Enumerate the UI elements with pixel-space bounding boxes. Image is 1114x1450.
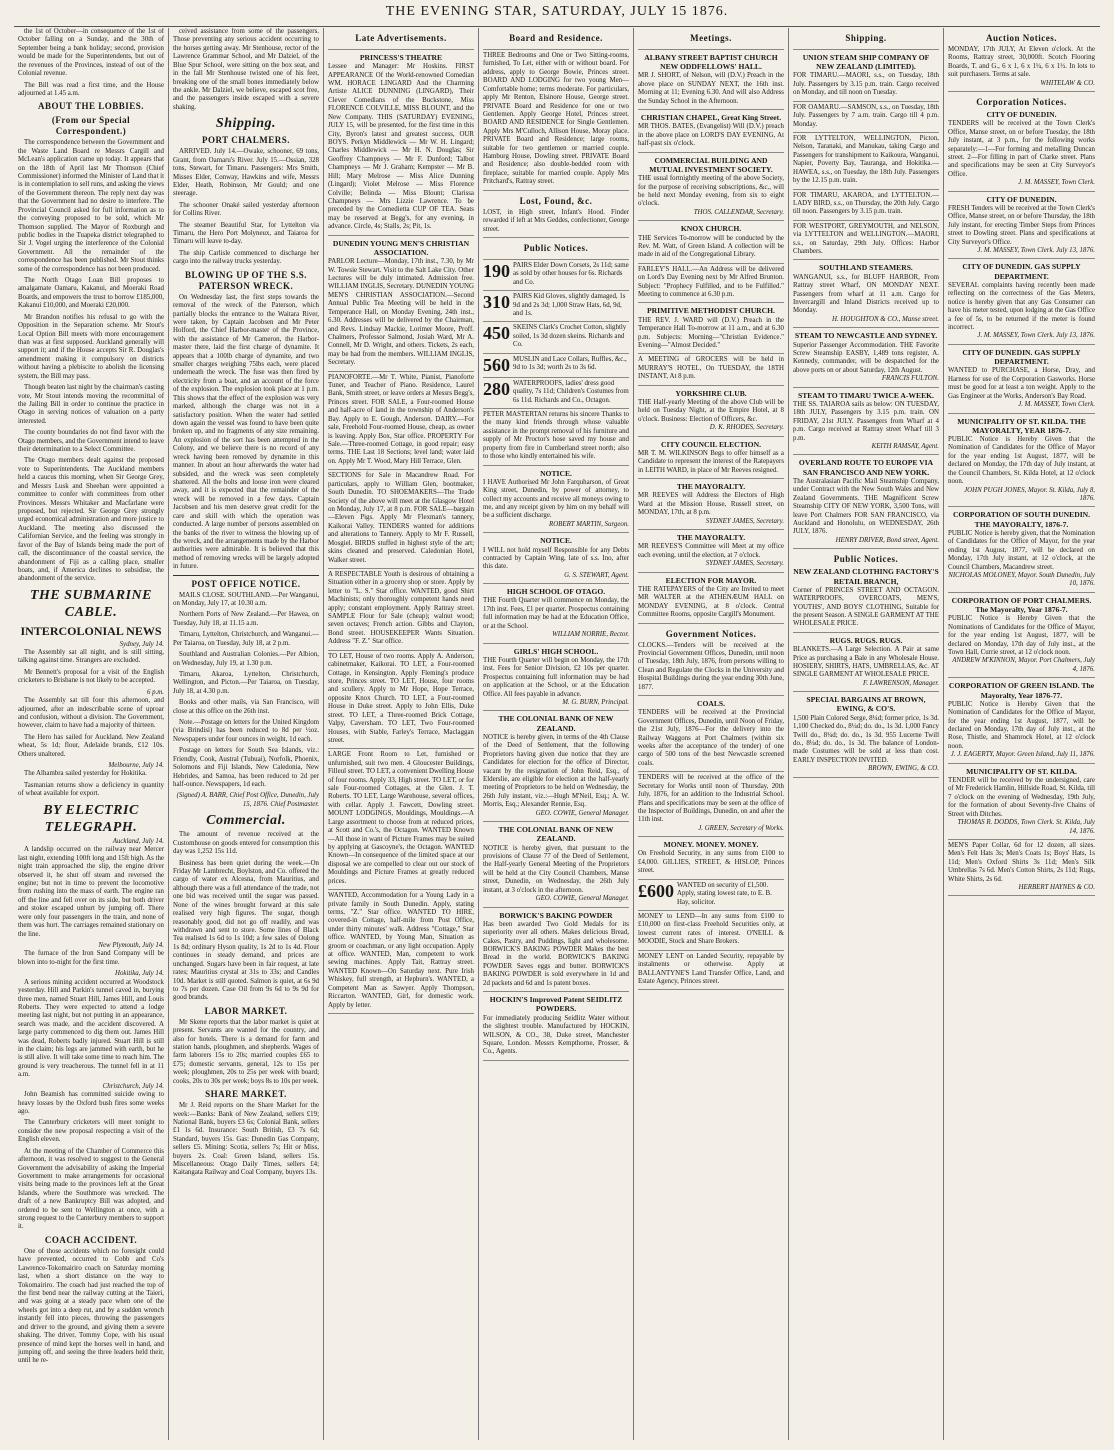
advertisement <box>638 28 784 50</box>
article-paragraph: Business has been quiet during the week.—On Friday Mr Lambrecht, Boylston, and Co. offered the cargo of water ex Alcesna, from Mauritius, and although there was a full attendance of the trade, not one bid was received until the sugar was passed. None of the wines brought forward at this sale realised very high figures. The sugar, though reasonably good, did not go off readily, and was withdrawn and sent to store. Some lines of Black Tea realised 1s 6d to 1s 10d; a few sales of Oolong 1s 8d; ordinary Hyson quality, 1s 2d to 1s 4d. Flour continues in steady demand, and prices are unchanged. Sugars have been in fair request, at late rates; Mauritius crystal at 31s to 33s; and Candles 10d. Market is still quoted. Salmon is quiet, at 6s 9d to 7s per dozen. Case Oil from 9s 6d to 9s 9d for good brands. <box>173 859 319 1002</box>
advertisement <box>638 153 784 222</box>
advertisement <box>638 951 784 991</box>
ad-body: FOR TIMARU.—MAORI, s.s., on Tuesday, 18th July. Passengers by 3.15 p.m. train. Cargo received on Monday, and till noon on Tuesday. <box>793 72 939 97</box>
advertisement <box>483 354 629 378</box>
article-paragraph: Timaru, Akaroa, Lyttelton, Christchurch, Wellington, and Picton.—Per Taiaroa, on Tuesday, July 18, at 4.30 p.m. <box>173 670 319 695</box>
ad-body: WANTED on security of £1,500. Apply, stating lowest rate, to E. B. Hay, solicitor. <box>677 881 772 906</box>
advertisement <box>638 837 784 880</box>
masthead: THE EVENING STAR, SATURDAY, JULY 15 1876. <box>14 4 1100 27</box>
advertisement <box>328 890 474 1014</box>
ad-body: MR J. SHORT, of Nelson, will (D.V.) Preach in the above place on SUNDAY NEXT, the 16th inst. Morning at 11; Evening 6.30. And will also Address the Sunday School in the Afternoon. <box>638 72 784 105</box>
dateline: 6 p.m. <box>146 688 164 696</box>
advertisement <box>483 466 629 534</box>
ad-body: PAIRS Elder Down Corsets, 2s 11d; same as sold by other houses for 6s. Richards and Co. <box>513 261 629 286</box>
advertisement <box>948 345 1095 414</box>
section-heading: BY ELECTRIC TELEGRAPH. <box>43 802 139 835</box>
ad-title: ALBANY STREET BAPTIST CHURCH NEW ODDFELLOWS' HALL. <box>644 52 778 72</box>
ad-sign: ROBERT MARTIN, Surgeon. <box>548 520 629 528</box>
advertisement <box>638 354 784 385</box>
section-heading: ABOUT THE LOBBIES. <box>38 101 144 112</box>
article-paragraph: The Otago members dealt against the proposed vote to Superintendents. The Auckland members held a caucus this morning, when Sir George Grey, and Messrs Lusk and Sheehan were appointed a committee to confer with committees from other Provinces. Messrs Whitaker and Macfarlane were proposed, but rejected. Sir George Grey strongly urged economical administration and more justice to Auckland. The meeting also discussed the Californian Service, and the feeling was strongly in favor of the Bay of Islands being made the port of call, the discontinuance of the coastal service, the abandonment of Fiji as a calling place, smaller boats, and, if America declines to subsidise, the abandonment of the service. <box>18 457 164 583</box>
article-paragraph: Note.—Postage on letters for the United Kingdom (via Brindisi) has been reduced to 8d per ½oz. Newspapers under four ounces in weight, 1d each. <box>173 719 319 743</box>
ad-title: STEAM TO TIMARU TWICE A-WEEK. <box>798 390 934 400</box>
ad-head: Public Notices. <box>523 242 589 253</box>
advertisement <box>638 437 784 480</box>
ad-body: PUBLIC Notice is Hereby Given that the Nominations of Candidates for the Office of Mayor, for the year ending 1st August, 1877, will be declared on Monday, 17th day of July inst., at the Town Hall, Currie street, at 12 o'clock noon. <box>948 615 1095 657</box>
ad-body: MUSLIN and Lace Collars, Ruffles, &c., 9d to 1s 3d; worth 2s to 3s 6d. <box>513 355 627 372</box>
advertisement <box>638 221 784 264</box>
ad-body: TENDERS will be received at the office of the Secretary for Works until noon of Thursday, 20th July, 1876, for an addition to the Industrial School. Plans and specifications may be seen at the office of the Inspector of Buildings, Dunedin, on and after the 11th inst. <box>638 774 784 824</box>
advertisement <box>328 50 474 236</box>
column-5 <box>634 28 789 1440</box>
section-heading: Shipping. <box>215 116 277 132</box>
article-paragraph: Northern Ports of New Zealand.—Per Hawea, on Tuesday, July 18, at 11.15 a.m. <box>173 611 319 627</box>
article-paragraph: the 1st of October—in consequence of the 1st of October falling on a Sunday, and the 30th of September being a bank holiday; second, provision would be made for the Superintendents, but out of the revenues of the Provinces, instead of out of the Colonial revenue. <box>18 28 164 78</box>
section-heading: THE SUBMARINE CABLE. <box>29 587 153 620</box>
ad-sign: SYDNEY JAMES, Secretary. <box>705 560 784 568</box>
advertisement <box>948 764 1095 840</box>
ad-number: 560 <box>483 354 510 375</box>
ad-body: FOR TIMARU, AKAROA, and LYTTELTON.—LADY BIRD, s.s., on Thursday, the 20th July. Cargo till noon. Passengers by 3.15 p.m. train. <box>793 191 939 216</box>
advertisement <box>328 651 474 750</box>
article-paragraph: Mr Skene reports that the labor market is quiet at present. Servants are wanted for the country, and also for hotels. There is a demand for farm and station hands, ploughmen, and shepherds. Wages of farm laborers 15s to 20s; married couples £65 to £75; domestic servants, general, 12s to 15s per week; ploughmen, 20s to 25s per week with board; cooks, 20s to 30s per week; boys 8s to 10s per week. <box>173 1018 319 1085</box>
article-paragraph: The Hero has sailed for Auckland. New Zealand wheat, 5s 1d; flour, Adelaide brands, £12 10s. Others unaltered. <box>18 733 164 758</box>
ad-title: UNION STEAM SHIP COMPANY OF NEW ZEALAND (LIMITED). <box>802 52 930 72</box>
advertisement <box>948 192 1095 260</box>
advertisement <box>483 291 629 322</box>
ad-sign: WILLIAM NORRIE, Rector. <box>552 631 629 639</box>
divider <box>173 575 319 576</box>
advertisement <box>328 236 474 372</box>
advertisement <box>793 102 939 133</box>
ad-body: WATERPROOFS, ladies' dress good quality, 7s 11d; Children's Costumes from 6s 11d. Richards and Co., Octagon. <box>513 379 629 404</box>
advertisement <box>483 908 629 993</box>
article-paragraph: The amount of revenue received at the Customhouse on goods entered for consumption this day was 1,252 15s 11d. <box>173 831 319 856</box>
article-paragraph: Tasmanian returns show a deficiency in quantity of wheat available for export. <box>18 781 164 798</box>
advertisement <box>793 50 939 102</box>
ad-sign: ANDREW M'KINNON, Mayor. Port Chalmers, July 4, 1876. <box>952 657 1095 673</box>
advertisement <box>483 260 629 291</box>
ad-title: PRIMITIVE METHODIST CHURCH. <box>647 306 775 316</box>
ad-title: GIRLS' HIGH SCHOOL. <box>513 646 599 656</box>
article-paragraph: The North Otago Loan Bill proposes to amalgamate Oamaru, Kakanui, and Moeraki Road Boards, and empowers the trust to borrow £185,000, Kakanui £10,000, and Moeraki £20,000. <box>18 277 164 310</box>
ad-sign: M. G. BURN, Principal. <box>562 698 629 706</box>
ad-sign: D. K. RHODES, Secretary. <box>709 424 784 432</box>
advertisement <box>638 624 784 697</box>
article-paragraph: The county boundaries do not find favor with the Otago members, and the Government intend to leave their determination to a Select Committee. <box>18 429 164 454</box>
ad-title: NEW ZEALAND CLOTHING FACTORY'S RETAIL BRANCH, <box>793 567 939 586</box>
ad-number: 190 <box>483 260 510 281</box>
advertisement <box>483 378 629 409</box>
advertisement <box>793 28 939 50</box>
ad-body: FOR WESTPORT, GREYMOUTH, and NELSON, via LYTTELTON and WELLINGTON.—MAORI, s.s., on Saturday, 29th July. Offices: Harbor Chambers. <box>793 222 939 256</box>
advertisement <box>328 470 474 569</box>
advertisement <box>638 696 784 772</box>
section-heading: POST OFFICE NOTICE. <box>191 578 301 589</box>
ad-title: BORWICK'S BAKING POWDER <box>499 910 613 920</box>
ad-head: Board and Residence. <box>509 33 603 43</box>
dateline: Sydney, July 14. <box>119 640 164 648</box>
advertisement <box>793 221 939 261</box>
ad-body: PARLOR Lecture—Monday, 17th inst., 7.30, by Mr W. Towsie Stewart. Visit to the Salt Lake City. Other Lectures will be duly intimated. Admission free. WILLIAM INGLIS, Secretary. DUNEDIN YOUNG MEN'S CHRISTIAN ASSOCIATION.—Second Annual Public Tea Meeting will be held in the Temperance Hall, on Monday Evening, 24th inst., 6.30. Addresses will be delivered by the Chairman, and Revs. Lindsay Mackie, Lorimer Moore, Proff. Chalmers, Professor Salmond, Josiah Ward, Mr A. Connell, Mr D. Wright, and others. Tickets, 2s each, may be had from the members. WILLIAM INGLIS, Secretary. <box>328 258 474 367</box>
ad-sign: FRANCIS FULTON. <box>881 375 939 383</box>
ad-title: ELECTION FOR MAYOR. <box>665 575 757 585</box>
ad-body: I HAVE Authorised Mr John Farquharson, of Great King street, Dunedin, by power of attorney, to collect my accounts and receive all moneys owing to me, and any receipt given by him on my behalf will be a sufficient discharge. <box>483 478 629 520</box>
advertisement <box>328 749 474 890</box>
advertisement <box>328 569 474 651</box>
column-4 <box>479 28 634 1440</box>
advertisement <box>483 28 629 50</box>
ad-title: PRINCESS'S THEATRE <box>359 52 443 62</box>
ad-body: PUBLIC Notice is hereby given, that the Nomination of Candidates for the Office of Mayor, for the year ending 1st August, 1877, will be declared on Monday, 17th July instant, at 12 o'clock, at the Council Chambers, Macandrew street. <box>948 529 1095 571</box>
advertisement <box>793 260 939 328</box>
article-paragraph: MAILS CLOSE. SOUTHLAND.—Per Wanganui, on Monday, July 17, at 10.30 a.m. <box>173 591 319 607</box>
advertisement <box>483 409 629 466</box>
advertisement <box>483 644 629 712</box>
ad-title: CITY OF DUNEDIN. <box>986 110 1057 120</box>
ad-sign: JOHN PUGH JONES, Mayor. St. Kilda, July 8, 1876. <box>964 486 1095 502</box>
ad-title: CITY COUNCIL ELECTION. <box>661 439 761 449</box>
ad-title: RUGS. RUGS. RUGS. <box>829 635 903 645</box>
ad-body: MR REEVES will Address the Electors of High Ward at the Mission House, Russell street, on MONDAY, 17th, at 8 p.m. <box>638 492 784 517</box>
ad-body: FRESH Tenders will be received at the Town Clerk's Office, Manse street, on or before Thursday, the 18th July instant, for erecting Timber Steps from Princes street to Dowling street. Plans and specifications at City Surveyor's Office. <box>948 204 1095 246</box>
ad-title: CITY OF DUNEDIN. GAS SUPPLY DEPARTMENT. <box>962 347 1081 367</box>
advertisement <box>638 479 784 530</box>
ad-body: Lessee and Manager: Mr Hoskins. FIRST APPEARANCE Of the World-renowned Comedian WM. HORACE LINGARD And the Charming Artiste ALICE DUNNING (LINGARD), Their Clever Comedians of the Buckstone, Miss FLORENCE COLVILLE, MISS BLOUNT, and the New Company. THIS (SATURDAY) EVENING, JULY 15, will be presented, for the first time in this City, Byron's latest and greatest success, OUR BOYS. Perkyn Middlewick — Mr W. H. Lingard; Charles Middlewick — Mr H. N. Douglas; Sir Geoffrey Champneys — Mr F. Dunford; Talbot Champneys — Mr J. Graham; Kempster — Mr B. Hill; Mary Melrose — Miss Alice Dunning (Lingard); Violet Melrose — Miss Florence Colville; Belinda — Miss Blount; Clarissa Champneys — Mrs Lizzie Lawrence. To be preceded by the Comedietta CUP OF TEA. Seats may be reserved at Begg's, for any evening, in advance. Circle, 4s; Stalls, 2s; Pit, 1s. <box>328 63 474 231</box>
ad-title: COALS. <box>696 699 726 709</box>
article-paragraph: The Assembly sat all night, and is still sitting, talking against time. Strangers are excluded. <box>18 649 164 665</box>
advertisement <box>638 911 784 951</box>
ad-number: £600 <box>638 880 674 901</box>
ad-number: 450 <box>483 323 510 344</box>
ad-body: MR REEVES'S Committee will Meet at my office each evening, until the election, at 7 o'clock. <box>638 543 784 559</box>
ad-body: 1,500 Plain Colored Serge, 8¼d; former price, 1s 3d. 1,100 Checked do., 8¼d; do. do., 1s 3d. 1,000 Fancy Twill do., 8¼d; do. do., 1s 3d. 955 Lucerne Twill do., 8¼d; do. do., 1s 3d. The balance of London-made Costumes will be sold at less than cost. EARLY INSPECTION INVITED. <box>793 714 939 764</box>
article-paragraph: The Alhambra sailed yesterday for Hokitika. <box>24 770 147 778</box>
ad-sign: J. M. MASSEY, Town Clerk. <box>1018 179 1095 187</box>
advertisement <box>483 992 629 1061</box>
ad-sign: HERBERT HAYNES & CO. <box>1018 884 1095 892</box>
ad-title: MONEY. MONEY. MONEY. <box>663 840 759 850</box>
ad-body: SEVERAL complaints having recently been made reflecting on the correctness of the Gas Meters, notice is hereby given that any Gas Consumer can have his meter tested, upon lodging at the Gas Office a fee of 5s, to be returned if the meter is found incorrect. <box>948 281 1095 332</box>
ad-body: PIANOFORTE.—Mr T. White, Pianist, Pianoforte Tuner, and Teacher of Piano. Residence, Laurel Bank, Smith street, or leave orders at Messrs Begg's, Princes street. FOR SALE, a Four-roomed House and half-acre of land in the township of Anderson's Bay. Apply to E. Gough, Anderson. DAIRY.—For sale, Freehold Four-roomed House, cheap, as owner is leaving. Apply Box, Star office. PROPERTY For Sale.—Three-roomed Cottage, in good repair; easy terms. THE Last 18 Sections; level land; water laid on. Apply Mr T. Wood, Mary Hill Terrace, Glen. <box>328 373 474 465</box>
ad-title: CORPORATION OF SOUTH DUNEDIN. THE MAYORALTY, 1876-7. <box>952 510 1091 529</box>
article-paragraph: ARRIVED. July 14.—Owake, schooner, 69 tons, Grant, from Oamaru's River. July 15.—Ossian, 328 tons, Stewart, for Timaru. Passengers: Mrs Smith, Misses Elder, Conway, Hawkins and wife, Messrs Elder, Heath, Robinson, Mr Gould; and one steerage. <box>173 148 319 198</box>
ad-head: Government Notices. <box>665 628 757 639</box>
advertisement <box>948 840 1095 897</box>
ad-body: MR T. M. WILKINSON Begs to offer himself as a Candidate to represent the interest of the Ratepayers in LEITH WARD, in place of Mr Reeves resigned. <box>638 449 784 474</box>
ad-title: NOTICE. <box>540 536 572 546</box>
ad-body: A RESPECTABLE Youth is desirous of obtaining a Situation either in a grocery shop or store. Apply by letter to "L. S." Star office. WANTED, good Shirt Machinists; only thoroughly competent hands need apply; constant employment. Apply Rattray street. SAMPLE Flour for Sale (cheap); walnut wood; seven octaves; French action. Gibbs and Clayton, Bond street. HOUSEKEEPER Wants Situation. Address "F. Z." Star office. <box>328 570 474 646</box>
advertisement <box>638 50 784 110</box>
ad-sign: H. HOUGHTON & CO., Manse street. <box>832 315 939 323</box>
section-heading: BLOWING UP OF THE S.S. PATERSON WRECK. <box>184 269 308 291</box>
ad-body: MONEY to LEND—In any sums from £100 to £10,000 on first-class Freehold Securities only, at lowest current rates of interest. O'NEILL & MOODIE, Stock and Share Brokers. <box>638 912 784 946</box>
advertisement <box>483 533 629 584</box>
column-7 <box>944 28 1099 1440</box>
article-paragraph: Though beaten last night by the chairman's casting vote, Mr Stout intends moving the recommittal of the Jailing Bill in order to continue the practice in Otago in serving notices of valuation on a party interested. <box>18 384 164 425</box>
ad-title: CITY OF DUNEDIN. <box>986 194 1057 204</box>
ad-title: COMMERCIAL BUILDING AND MUTUAL INVESTMENT SOCIETY. <box>649 155 773 174</box>
ad-title: SOUTHLAND STEAMERS. <box>819 263 913 273</box>
ad-title: THE MAYORALTY. <box>676 482 746 492</box>
ad-sign: J. J. EAGERTY, Mayor. Green Island, July 11, 1876. <box>950 751 1095 759</box>
ad-title: HIGH SCHOOL OF OTAGO. <box>506 587 606 597</box>
ad-title: CORPORATION OF GREEN ISLAND. The Mayoralty, Year 1876-77. <box>948 681 1095 700</box>
article-paragraph: Timaru, Lyttelton, Christchurch, and Wanganui.—Per Taiaroa, on Tuesday, July 18, at 2 p.m. <box>173 631 319 647</box>
ad-sign: GEO. COWIE, General Manager. <box>535 809 629 817</box>
ad-body: THE Fourth Quarter will begin on Monday, the 17th inst. Fees for Senior Division, £2 10s per quarter. Prospectus containing full information may be had on application at the School, or at the Education Office. All fees payable in advance. <box>483 656 629 698</box>
advertisement <box>483 584 629 643</box>
column-2 <box>169 28 324 1440</box>
advertisement <box>638 530 784 573</box>
ad-body: PAIRS Kid Gloves, slightly damaged, 1s 9d and 2s 3d; 1,000 Straw Hats, 6d, 9d, and 1s. <box>513 293 626 318</box>
ad-body: For immediately producing Seidlitz Water without the slightest trouble. Manufactured by HOCKIN, WILSON, & CO., 38, Duke street, Manchester Square, London. Messrs Kempthorne, Prosser, & Co., Agents. <box>483 1014 629 1056</box>
article-paragraph: Mr Bennett's proposal for a visit of the English cricketers to Brisbane is not likely to be accepted. <box>18 668 164 685</box>
ad-title: THE MAYORALTY. <box>676 533 746 543</box>
advertisement <box>793 328 939 387</box>
section-heading: INTERCOLONIAL NEWS <box>20 623 162 638</box>
ad-sign: BROWN, EWING, & CO. <box>868 765 939 773</box>
article-paragraph: The correspondence between the Government and the Waste Land Board re Messrs Cargill and McLean's application came up today. It appears that on the 18th of April last Mr Thomson (Chief Commissioner) informed the Minister of Land that it is in contemplation to sell runs, and asking the views of the Government thereon. The reply next day was that the Government had no desire to interfere. The Provincial Council asked for full information as to the conveying proposed to be sold, which Mr Thomson supplied. The Mayor of Roxburgh and public bodies in the Tuapeka district telegraphed to Sir J. Vogel urging the interference of the Colonial Government. All the remainder of the correspondence has been published. Mr Stout thinks some of the correspondence has not been produced. <box>18 139 164 273</box>
advertisement <box>638 573 784 624</box>
article-paragraph: ceived assistance from some of the passengers. Those preventing any serious accident occurring to the horses getting away. Mr Stenhouse, rector of the Lawrence Grammar School, and Mr Dalziel, of the Blue Spur School, were sitting on the box seat, and in the fall Mr Stenhouse twisted one of his feet, breaking one of the small bones immediately below the ankle. Mr Dalziel, we believe, escaped scot free, and the passengers inside escaped with a severe shaking. <box>173 28 319 111</box>
ad-body: THE Fourth Quarter will commence on Monday, the 17th inst. Fees, £1 per quarter. Prospectus containing full information may be had at the Education Office, or at the School. <box>483 597 629 630</box>
advertisement <box>948 92 1095 192</box>
ad-sign: THOS. CALLENDAR, Secretary. <box>693 208 784 216</box>
column-6 <box>789 28 944 1440</box>
advertisement <box>793 190 939 221</box>
ad-body: THE Services To-morrow will be conducted by the Rev. M. Watt, of Green Island. A collection will be made in aid of the Congregational Library. <box>638 234 784 259</box>
advertisement <box>793 549 939 633</box>
advertisement <box>638 772 784 837</box>
ad-body: SECTIONS for Sale in Macandrew Road. For particulars, apply to William Glen, bootmaker, South Dunedin. TO SHOEMAKERS—The Trade Society of the above will meet at the Glasgow Hotel on Monday, July 17, at 8 p.m. FOR SALE—bargain—Eleven Pigs. Apply Mr Flexman's tannery, Kaikorai Valley. TENDERS wanted for additions and alterations to Tannery. Apply to Mr F. Russell, Mosgiel. BIRDS stuffed in highest style of the art; skins cleaned and preserved. Caledonian Hotel, Walker street. <box>328 472 474 564</box>
advertisement <box>638 110 784 153</box>
ad-title: YORKSHIRE CLUB. <box>675 388 747 398</box>
ad-title: OVERLAND ROUTE TO EUROPE VIA SAN FRANCISCO AND NEW YORK. <box>798 458 934 477</box>
advertisement <box>793 692 939 777</box>
ad-body: On Freehold Security, in any sums from £100 to £4,000. GILLIES, STREET, & HISLOP, Princes street. <box>638 850 784 875</box>
ad-body: CLOCKS.—Tenders will be received at the Provincial Government Offices, Dunedin, until noon of Tuesday, 18th July, 1876, from persons willing to Clean and Regulate the Clocks in the University and Hospital Buildings during the year ending 30th June, 1877. <box>638 641 784 691</box>
article-paragraph: At the meeting of the Chamber of Commerce this afternoon, it was resolved to suggest to the General Government the advisability of asking the Imperial Government to make arrangements for occasional visits being made to the provinces left at the Great Islands, where the Southmore was wrecked. The draft of a new Bankruptcy Bill was adopted, and ordered to be sent to Wellington at once, with a strong request to the Canterbury members to support it. <box>18 1147 164 1231</box>
ad-body: MONEY LENT on Landed Security, repayable by instalments or otherwise. Apply at BALLANTYNE'S Land Transfer Office, Land, and Estate Agency, Princes street. <box>638 952 784 985</box>
advertisement <box>483 191 629 238</box>
advertisement <box>638 880 784 911</box>
ad-body: BLANKETS.—A Large Selection. A Pair at same Price as purchasing a Bale in any Wholesale House. HOSIERY, SHIRTS, HATS, UMBRELLAS, &c. AT SINGLE GARMENT AT WHOLESALE PRICE. <box>793 646 939 679</box>
column-3 <box>324 28 479 1440</box>
ad-body: NOTICE is hereby given, in terms of the 4th Clause of the Deed of Settlement, that the following Proprietors having given due notice that they are Candidates for election for the office of Director, vacant by the resignation of John Reid, Esq., of Elderslie, are eligible for election at the half-yearly meeting of Proprietors to be held on Wednesday, the 26th July instant, viz.:—Hugh M'Neil, Esq.; A. W. Morris, Esq.; Alexander Rennie, Esq. <box>483 733 629 809</box>
ad-title: DUNEDIN YOUNG MEN'S CHRISTIAN ASSOCIATION. <box>332 238 470 257</box>
newspaper-page <box>14 28 1100 1440</box>
advertisement <box>948 28 1095 92</box>
advertisement <box>948 593 1095 678</box>
ad-number: 280 <box>483 378 510 399</box>
advertisement <box>638 386 784 437</box>
article-paragraph: The schooner Onaké sailed yesterday afternoon for Collins River. <box>173 201 319 218</box>
signature: (Signed) A. BARR, Chief Post Office, Dunedin, July 15, 1876. Chief Postmaster. <box>176 792 319 808</box>
advertisement <box>948 678 1095 763</box>
advertisement <box>638 264 784 304</box>
advertisement <box>483 711 629 822</box>
advertisement <box>483 238 629 260</box>
ad-body: WANTED to PURCHASE, a Horse, Dray, and Harness for use of the Corporation Gasworks. Horse must be good for at least a ton weight. Apply to the Gas Engineer at the Works, Anderson's Bay Road. <box>948 367 1095 400</box>
ad-body: SKEINS Clark's Crochet Cotton, slightly soiled, 1s 3d dozen skeins. Richards and Co. <box>513 324 627 349</box>
ad-title: CITY OF DUNEDIN. GAS SUPPLY DEPARTMENT. <box>962 262 1081 281</box>
dateline: Auckland, July 14. <box>112 837 164 845</box>
ad-sign: F. LAWRENSON, Manager. <box>863 679 939 687</box>
article-paragraph: A landslip occurred on the railway near Mercer last night, extending 100ft long and 15ft high. As the night train approached the slip, the engine driver observed it, he shut off steam and reversed the engine; but not in time to prevent the locomotive from rushing into the mass of earth. The engine ran off the line and fell over on its side, but both driver and stoker escaped unhurt by jumping off. There were only four passengers in the train, and none of them was hurt. The carriages remained stationary on the line. <box>18 846 164 938</box>
advertisement <box>948 507 1095 592</box>
ad-sign: G. S. STEWART, Agent. <box>564 571 629 579</box>
article-paragraph: Southland and Australian Colonies.—Per Albion, on Wednesday, July 19, at 1.30 p.m. <box>173 651 319 667</box>
ad-body: PUBLIC Notice is Hereby Given that the Nomination of Candidates for the Office of Mayor for the year ending 1st August, 1877, will be declared on Monday, the 17th day of July instant, at the Council Chambers, St. Kilda Hotel, at 12 o'clock noon. <box>948 436 1095 486</box>
ad-number: 310 <box>483 292 510 313</box>
article-paragraph: John Beamish has committed suicide owing to heavy losses by the Oxford bush fires some weeks ago. <box>18 1091 164 1115</box>
dateline: Christchurch, July 14. <box>102 1082 164 1090</box>
article-paragraph: The ship Carlisle commenced to discharge her cargo into the railway trucks yesterday. <box>173 249 319 266</box>
ad-title: THE COLONIAL BANK OF NEW ZEALAND. <box>498 825 614 844</box>
article-paragraph: The steamer Beautiful Star, for Lyttelton via Timaru, the Hero Port Molyneux, and Taiaroa for Timaru will leave to-day. <box>173 221 319 246</box>
ad-body: Superior Passenger Accommodation. THE Favorite Screw Steamship EASBY, 1,489 tons register, A. Kennedy, commander, will be despatched for the above ports on or about Saturday, 12th August. <box>793 341 939 374</box>
article-paragraph: Books and other mails, via San Francisco, will close at this office on the 26th inst. <box>173 699 319 715</box>
ad-body: PUBLIC Notice is Hereby Given that the Nomination of Candidates for the Office of Mayor, for the year ending 1st August, 1877, will be declared on Monday, 17th day of July inst., at the Rose, Thistle, and Shamrock Hotel, at 12 o'clock noon. <box>948 700 1095 750</box>
ad-sign: KEITH RAMSAY, Agent. <box>871 442 939 450</box>
dateline: New Plymouth, July 14. <box>98 941 164 949</box>
ad-body: THE REV. J. WARD will (D.V.) Preach in the Temperance Hall To-morrow at 11 a.m., and at 6.30 p.m. Subjects: Morning—"Christian Evidence." Evening—"Almost Decided." <box>638 316 784 349</box>
ad-title: STEAM TO NEWCASTLE AND SYDNEY. <box>794 331 938 341</box>
advertisement <box>483 822 629 907</box>
section-heading: (From our Special Correspondent.) <box>51 115 131 137</box>
ad-title: MUNICIPALITY OF ST. KILDA. <box>966 766 1077 776</box>
article-paragraph: On Wednesday last, the first steps towards the removal of the wreck of the Paterson, which partially blocks the entrance to the Waitara River, were taken, by Captain Jacobsen and Mr Peter Holford, the Chief Harbor-master of the Province, with the assistance of Mr Cameron, the Harbor-master there, laid the first charge of dynamite. It appears that a 100lb charge of dynamite, and two smaller charges weighing 75lbs each, were placed underneath the wreck. The fuse was then fired by electricity from a boat, and an account of the force of the explosion. The explosion took place at 1 p.m. This shows that the effect of the explosion was very marked, although the charge was not in a satisfactory position. When the water had settled down again the vessel was found to have been quite broken up, and no fragments of any size remaining. An explosion of the sort has been attempted in the Colony, and we believe there is no record of any wreck having been removed by dynamite in this manner. In about an hour afterwards the water had subsided, and the wreck was seen completely shattered. All the bolts and loose iron were cleared away, and it is expected that the remainder of the wreck will be removed in a few days. Captain Jacobsen and his men deserve great credit for the care and skill with which the operation was conducted. A large number of persons assembled on the banks of the river to witness the blowing up of the wreck, and the arrangements made by the Harbor authorities were admirable. It is believed that this method of removing wrecks will be largely adopted in future. <box>173 293 319 571</box>
ad-body: Corner of PRINCES STREET AND OCTAGON. WATERPROOFS, OVERCOATS, MEN'S, YOUTHS', AND BOYS' CLOTHING, Suitable for the present Season. A SINGLE GARMENT AT THE WHOLESALE PRICE. <box>793 586 939 628</box>
article-paragraph: The Canterbury cricketers will meet tonight to consider the new proposal respecting a visit of the English eleven. <box>18 1119 164 1144</box>
ad-body: NOTICE is hereby given, that pursuant to the provisions of Clause 77 of the Deed of Settlement, the Half-yearly General Meeting of the Proprietors will be held at the City Council Chambers, Manse street, Dunedin, on Wednesday, the 26th July instant, at 3 o'clock in the afternoon. <box>483 844 629 894</box>
ad-body: TO LET, House of two rooms. Apply A. Anderson, cabinetmaker, Kaikorai. TO LET, a Four-roomed Cottage, in Kensington. Apply Fleming's produce store, Princes street. TO LET, House, four rooms and scullery. Apply to Mr Hope, Hope Terrace, opposite Knox Church. TO LET, a Four-roomed House in Duke street. Apply to John Ellis, Duke street. TO LET, a Three-roomed Brick Cottage, Valpy, Caversham. TO LET, Two Four-roomed Houses, with Stable, Farley's Terrace, Maclaggan street. <box>328 652 474 744</box>
ad-sign: HENRY DRIVER, Bond street, Agent. <box>835 536 939 544</box>
ad-body: MR THOS. BATES, (Evangelist) Will (D.V.) preach in the above place on LORD'S DAY EVENING, At half-past six o'clock. <box>638 123 784 148</box>
ad-title: NOTICE. <box>540 468 572 478</box>
ad-sign: J. M. MASSEY, Town Clerk. July 13, 1876. <box>977 247 1095 255</box>
section-heading: COACH ACCIDENT. <box>44 1234 138 1245</box>
ad-sign: NICHOLAS MOLONEY, Mayor. South Dunedin, July 10, 1876. <box>948 572 1095 588</box>
ad-body: LOST, in High street, Infant's Hood. Finder rewarded if left at Mrs Geddes, confectioner, George street. <box>483 208 629 233</box>
article-paragraph: Postage on letters for South Sea Islands, viz.: Friendly, Cook, Austral (Tubuai), Norfolk, Phoenix, Solomons and Fiji Islands, New Caledonia, New Hebrides, and Samoa, has been reduced to 2d per half-ounce. Newspapers, 1d each. <box>173 747 319 789</box>
section-heading: Commercial. <box>206 813 286 829</box>
article-paragraph: A serious mining accident occurred at Woodstock yesterday. Hill and Parkin's tunnel caved in, burying three men, named Stuart Hill, James Hill, and Louis Roberts. They were expected to attend a lodge meeting last night, but not putting in an appearance, search was made, and the accident discovered. A large party commenced to dig them out. James Hill was dead, Roberts badly injured. Stuart Hill is still in the claim; his legs are jammed with earth, but he is still alive. It will take some time to reach him. The ground is very treacherous. The tunnel fell in at 11 a.m. <box>18 978 164 1079</box>
ad-body: WANTED, Accommodation for a Young Lady in a private family in South Dunedin. Apply, stating terms, "Z." Star office. WANTED TO HIRE, covered-in Cottage, half-mile from Post Office, under thirty minutes' walk. Address "Cottage," Star office. WANTED, by Young Man, Situation as groom or coachman, or any light occupation. Apply at office. WANTED, Man, competent to work sewing machines. Apply Tait, Rattray street. WANTED Known—On Saturday next. Pure Irish Whiskey, full strength, at Hepburn's. WANTED, a Competent Man as Sawyer. Apply Thompson, Riccarton. WANTED, Girl, for domestic work. Apply by letter. <box>328 892 474 1009</box>
advertisement <box>793 133 939 190</box>
advertisement <box>793 633 939 692</box>
section-heading: SHARE MARKET. <box>205 1089 287 1100</box>
article-paragraph: Mr J. Reid reports on the Share Market for the week:—Banks: Bank of New Zealand, sellers £19; National Bank, buyers £3 6s; Colonial Bank, sellers £1 1s 6d. Insurance: South British, £3 7s 6d; Standard, buyers 15s. Gas: Dunedin Gas Company, sellers £5. Mining: Scotia, sellers 7s; Hit or Miss, buyers 2s. Coal: Green Island, sellers 15s. Miscellaneous: Otago Daily Times, sellers £4; Kaitangata Railway and Coal Company, buyers 13s. <box>173 1102 319 1177</box>
ad-body: FOR LYTTELTON, WELLINGTON, Picton, Nelson, Taranaki, and Manukau, taking Cargo and Passengers for transhipment to Kaikoura, Wanganui, Napier, Poverty Bay, Tauranga, and Hokitika.—HAWEA, s.s., on Tuesday, the 18th July. Passengers by the 12.15 p.m. train. <box>793 135 939 185</box>
ad-head: Meetings. <box>690 33 732 43</box>
ad-body: TENDERS will be received at the Town Clerk's Office, Manse street, on or before Tuesday, the 18th July instant, at 3 p.m., for the following works separately:—1—For forming and metalling Duncan street. 2—For filling in part of Clarke street. Plans and specifications may be seen at City Surveyor's Office. <box>948 120 1095 178</box>
ad-body: TENDERS will be received at the Provincial Government Offices, Dunedin, until Noon of Friday, the 21st July, 1876—For the delivery into the Railway Waggons at Port Chalmers (within six weeks after the acceptance of the tender) of one cargo of 500 tons of the best Newcastle screened coals. <box>638 709 784 767</box>
ad-head: Lost, Found, &c. <box>519 195 593 206</box>
advertisement <box>328 372 474 471</box>
ad-head: Shipping. <box>845 33 887 43</box>
advertisement <box>483 50 629 191</box>
ad-head: Corporation Notices. <box>976 97 1067 108</box>
ad-body: THE SS. TAIAROA sails as below: ON TUESDAY, 18th JULY, Passengers by 3.15 p.m. train. ON FRIDAY, 21st JULY. Passengers from Wharf at 4 p.m. Cargo received at Rattray street Wharf till 3 p.m. <box>793 400 939 442</box>
ad-body: THE Half-yearly Meeting of the above Club will be held on Tuesday Night, at the Empire Hotel, at 8 o'clock. Business: Election of Officers, &c. <box>638 398 784 423</box>
article-paragraph: The Bill was read a first time, and the House adjourned at 1.45 a.m. <box>18 81 164 97</box>
advertisement <box>483 322 629 353</box>
ad-body: A MEETING of GROCERS will be held in MURRAY'S HOTEL, On TUESDAY, the 18TH INSTANT, At 8 p.m. <box>638 356 784 381</box>
ad-title: CHRISTIAN CHAPEL, Great King Street. <box>640 113 782 123</box>
ad-title: THE COLONIAL BANK OF NEW ZEALAND. <box>498 714 614 733</box>
ad-body: I WILL not hold myself Responsible for any Debts contracted by Captain Wing, late of s.s. Ino, after this date. <box>483 546 629 571</box>
ad-head: Late Advertisements. <box>355 33 447 43</box>
ad-body: THREE Bedrooms and One or Two Sitting-rooms, furnished, To Let, either with or without board. For address, apply to George Bowie, Princes street. BOARD AND LODGING for two young Men—Comfortable home; terms moderate. For particulars, apply Mr Renton, Elsinore House, George street. PRIVATE Board and Residence for one or two Gentlemen. Apply George Hotel, Princes street. BOARD AND RESIDENCE for Single Gentlemen. Apply Mrs M'Culloch, Allison House, Moray place. PRIVATE Board and Residence; large rooms, suitable for two gentlemen or married couple. Hamburg House, Dowling street. PRIVATE Board and Residence; also double-bedded room with fireplace, suitable for married couple. Apply Mrs Pritchard's, Rattray street. <box>483 51 629 186</box>
ad-sign: SYDNEY JAMES, Secretary. <box>705 517 784 525</box>
ad-sign: J. M. MASSEY, Town Clerk. July 13, 1876. <box>977 332 1095 340</box>
ad-body: MONDAY, 17th JULY, At Eleven o'clock. At the Rooms, Rattray street, 30,000ft. Scotch Flooring Boards, T. and G., 6 x 1, 6 x 1¼, 6 x 1½. In lots to suit purchasers. Terms at sale. <box>948 45 1095 79</box>
article-paragraph: One of those accidents which no foresight could have prevented, occurred to Cobb and Co's Lawrence-Tokomairiro coach on Saturday morning last, when a short distance on the way to Tokomairiro. The coach had just reached the top of the first bend near the railway cutting at the Taieri, and was going at a steady pace when one of the wheels got into a deep rut, and by a sudden wrench instantly fell into pieces, throwing the passengers and driver to the ground, and giving them a severe shaking. The driver, Tommy Cope, with his usual presence of mind kept the horses well in hand, and jumping off, and seeing the three leaders held their, until he re- <box>18 1247 164 1365</box>
article-paragraph: Mr Brandon notifies his refusal to go with the Opposition in the Separation scheme. Mr Stout's Local Option Bill meets with more encouragement than was at first supposed. Auckland generally will support it; and if the House accepts Sir R. Douglas's amendment making it compulsory on districts without having a plebiscite to abolish the licensing system, the Bill may pass. <box>18 313 164 380</box>
ad-sign: WHITELAW & CO. <box>1040 79 1095 87</box>
dateline: Hokitika, July 14. <box>115 970 164 978</box>
ad-title: MUNICIPALITY OF ST. KILDA. THE MAYORALTY, YEAR 1876-7. <box>957 416 1086 435</box>
ad-title: CORPORATION OF PORT CHALMERS. The Mayoralty, Year 1876-7. <box>951 595 1092 615</box>
column-1 <box>14 28 169 1440</box>
ad-body: LARGE Front Room to Let, furnished or unfurnished, suit two men. 4 Gloucester Buildings, Filleul street. TO LET, a convenient Dwelling House of four rooms. Apply 33, High street. TO LET, or for sale Four-roomed Cottages, at the Glen. J. T. Roberts. TO LET, Large Warehouse, several offices, with cellar. Apply J. Fawcett, Dowling street. MOUNT LODGINGS, Mouldings, Mouldings.—A Large assortment to choose from at reduced prices, at Scott and Co.'s, the Octagon. WANTED Known—All those in want of Picture Frames may be suited by applying at Gascoyne's, the Octagon. WANTED Known—In consequence of the limited space at our disposal we are compelled to clear out our stock of Mouldings and Picture Frames at greatly reduced prices. <box>328 751 475 885</box>
ad-head: Public Notices. <box>833 554 899 565</box>
ad-sign: THOMAS R. DODDS, Town Clerk. St. Kilda, July 14, 1876. <box>957 819 1095 835</box>
ad-body: MEN'S Paper Collar, 6d for 12 dozen, all sizes. Men's Felt Hats 3s; Men's Coats 1s; Boys' Hats, 1s 11d; Men's Oxford Shirts 3s 11d; Men's Silk Umbrellas 7s 6d. Men's Cotton Shirts, 2s 11d; Rugs, White Shirts, 2s 6d. <box>948 841 1095 883</box>
advertisement <box>948 259 1095 344</box>
advertisement <box>793 388 939 456</box>
article-paragraph: The Assembly sat till four this afternoon, and adjourned, after an indescribable scene of uproar and confusion, without a division. The Government, however, claim to have had a majority of thirteen. <box>18 697 164 730</box>
section-heading: LABOR MARKET. <box>204 1005 288 1016</box>
ad-body: PETER MASTERTAN returns his sincere Thanks to the many kind friends through whose valuable assistance in the prompt removal of his furniture and supply of Mr Proctor's hose saved my house and property from fire in Cumberland street north; also to those who kindly entertained his wife. <box>483 410 629 461</box>
dateline: Melbourne, July 14. <box>108 762 164 770</box>
ad-sign: J. GREEN, Secretary of Works. <box>698 824 784 832</box>
ad-body: WANGANUI, s.s., for BLUFF HARBOR, From Rattray street Wharf, ON MONDAY NEXT. Passengers from wharf at 11 a.m. Cargo for Invercargill and Inland Districts received up to Monday. <box>793 273 939 315</box>
ad-body: FOR OAMARU.—SAMSON, s.s., on Tuesday, 18th July. Passengers by 7 a.m. train. Cargo till 4 p.m. Monday. <box>793 103 939 128</box>
section-heading: PORT CHALMERS. <box>201 135 291 146</box>
ad-body: THE usual fortnightly meeting of the above Society, for the purpose of receiving subscriptions, &c., will be held next Monday evening, from six to eight o'clock. <box>638 175 784 208</box>
ad-sign: J. M. MASSEY, Town Clerk. <box>1018 401 1095 409</box>
advertisement <box>948 414 1095 508</box>
ad-body: The Australasian Pacific Mail Steamship Company, under Contract with the New South Wales and New Zealand Governments. THE Magnificent Screw Steamship CITY OF NEW YORK, 3,500 Tons, will leave Port Chalmers FOR SAN FRANCISCO, via Auckland and Honolulu, on WEDNESDAY, 26th JULY, 1876. <box>793 477 939 536</box>
ad-body: THE RATEPAYERS of the City are Invited to meet MR WALTER at the ATHENÆUM HALL on MONDAY EVENING, at 8 o'clock. Central Committee Rooms, opposite Cargill's Monument. <box>638 585 784 619</box>
ad-title: HOCKIN'S Improved Patent SEIDLITZ POWDERS. <box>489 995 623 1014</box>
ad-body: TENDER will be received by the undersigned, care of Mr Frederick Hamlin, Hillside Road, St. Kilda, till 7 o'clock on the evening of Wednesday, 19th July, for the formation of about Seventy-five Chains of Street with Ditches. <box>948 777 1095 818</box>
ad-body: Has been awarded Two Gold Medals for its superiority over all others. Makes delicious Bread, Cakes, Pastry, and Puddings, light and wholesome. BORWICK'S BAKING POWDER Makes the best Bread in the world. BORWICK'S BAKING POWDER Saves eggs and butter. BORWICK'S BAKING POWDER is sold everywhere in 1d and 2d packets and 6d and 1s patent boxes. <box>483 920 629 987</box>
ad-body: FARLEY'S HALL.—An Address will be delivered on Lord's Day Evening next by Mr Alfred Brunton. Subject: "Prophecy Fulfilled, and to be Fulfilled." Meeting to commence at 6.30 p.m. <box>638 265 784 299</box>
ad-sign: GEO. COWIE, General Manager. <box>535 895 629 903</box>
advertisement <box>328 28 474 50</box>
ad-head: Auction Notices. <box>986 33 1057 43</box>
ad-title: SPECIAL BARGAINS AT BROWN, EWING, & CO'S. <box>806 695 926 714</box>
ad-title: KNOX CHURCH. <box>680 224 742 234</box>
advertisement <box>793 455 939 549</box>
advertisement <box>638 303 784 354</box>
article-paragraph: The furnace of the Iron Sand Company will be blown into to-night for the first time. <box>18 950 164 966</box>
